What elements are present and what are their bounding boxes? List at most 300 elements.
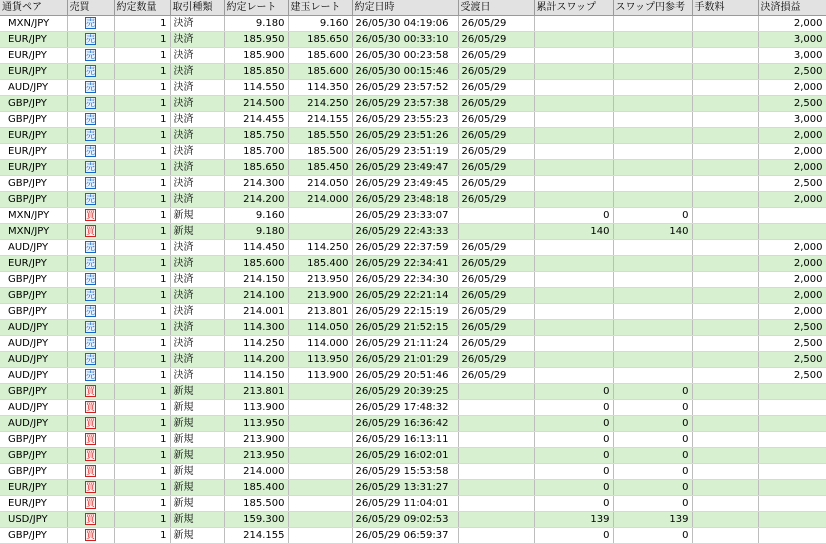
cell-execution-datetime: 26/05/30 00:33:10	[352, 32, 458, 48]
buy-badge: 買	[86, 499, 96, 509]
cell-execution-rate: 185.650	[224, 160, 288, 176]
cell-execution-datetime: 26/05/29 16:13:11	[352, 432, 458, 448]
cell-execution-rate: 214.150	[224, 272, 288, 288]
table-row[interactable]	[0, 272, 826, 288]
cell-quantity: 1	[114, 496, 170, 512]
table-row[interactable]	[0, 432, 826, 448]
cell-swap-yen	[613, 112, 692, 128]
table-row[interactable]	[0, 144, 826, 160]
cell-quantity: 1	[114, 272, 170, 288]
cell-execution-datetime: 26/05/29 22:43:33	[352, 224, 458, 240]
cell-execution-rate: 214.155	[224, 528, 288, 544]
column-header-settlement-date[interactable]: 受渡日	[458, 0, 534, 16]
cell-execution-rate: 213.900	[224, 432, 288, 448]
cell-trade-type: 新規	[170, 208, 224, 224]
cell-execution-rate: 185.850	[224, 64, 288, 80]
cell-pair: GBP/JPY	[0, 304, 67, 320]
table-row[interactable]	[0, 512, 826, 528]
cell-settlement-date	[458, 528, 534, 544]
table-row[interactable]	[0, 208, 826, 224]
cell-fee	[692, 112, 758, 128]
cell-cumulative-swap: 0	[534, 208, 613, 224]
table-row[interactable]	[0, 384, 826, 400]
cell-quantity: 1	[114, 368, 170, 384]
cell-quantity: 1	[114, 464, 170, 480]
cell-cumulative-swap	[534, 48, 613, 64]
table-body	[0, 16, 826, 544]
cell-side	[67, 64, 114, 80]
cell-execution-rate: 214.455	[224, 112, 288, 128]
cell-position-rate: 185.450	[288, 160, 352, 176]
sell-badge: 売	[86, 291, 96, 301]
cell-settlement-date	[458, 480, 534, 496]
column-header-side[interactable]: 売買	[67, 0, 114, 16]
cell-swap-yen: 0	[613, 464, 692, 480]
cell-pair: AUD/JPY	[0, 80, 67, 96]
cell-pnl: 2,000	[758, 288, 826, 304]
cell-quantity: 1	[114, 400, 170, 416]
cell-side	[67, 112, 114, 128]
cell-fee	[692, 512, 758, 528]
cell-trade-type: 新規	[170, 528, 224, 544]
cell-swap-yen	[613, 144, 692, 160]
cell-swap-yen	[613, 80, 692, 96]
buy-badge: 買	[86, 451, 96, 461]
cell-settlement-date	[458, 432, 534, 448]
cell-position-rate: 113.900	[288, 368, 352, 384]
cell-quantity: 1	[114, 384, 170, 400]
cell-pnl: 2,500	[758, 368, 826, 384]
cell-quantity: 1	[114, 192, 170, 208]
cell-fee	[692, 32, 758, 48]
table-row[interactable]	[0, 448, 826, 464]
cell-pair: GBP/JPY	[0, 96, 67, 112]
cell-settlement-date	[458, 512, 534, 528]
cell-side	[67, 368, 114, 384]
cell-fee	[692, 480, 758, 496]
cell-position-rate: 113.950	[288, 352, 352, 368]
cell-trade-type: 決済	[170, 352, 224, 368]
cell-trade-type: 決済	[170, 16, 224, 32]
cell-cumulative-swap: 0	[534, 496, 613, 512]
cell-settlement-date	[458, 384, 534, 400]
table-row[interactable]	[0, 304, 826, 320]
sell-badge: 売	[86, 83, 96, 93]
table-row[interactable]	[0, 64, 826, 80]
cell-pnl: 2,000	[758, 16, 826, 32]
cell-side	[67, 160, 114, 176]
cell-pnl: 2,000	[758, 192, 826, 208]
cell-fee	[692, 64, 758, 80]
cell-position-rate: 9.160	[288, 16, 352, 32]
cell-execution-datetime: 26/05/29 23:49:45	[352, 176, 458, 192]
cell-execution-rate: 185.750	[224, 128, 288, 144]
cell-quantity: 1	[114, 160, 170, 176]
column-header-execution-datetime[interactable]: 約定日時	[352, 0, 458, 16]
sell-badge: 売	[86, 195, 96, 205]
cell-execution-datetime: 26/05/29 17:48:32	[352, 400, 458, 416]
column-header-trade-type[interactable]: 取引種類	[170, 0, 224, 16]
sell-badge: 売	[86, 259, 96, 269]
table-row[interactable]	[0, 240, 826, 256]
cell-pnl	[758, 224, 826, 240]
cell-side	[67, 16, 114, 32]
table-row[interactable]	[0, 176, 826, 192]
table-row[interactable]	[0, 16, 826, 32]
cell-quantity: 1	[114, 336, 170, 352]
cell-pnl: 2,500	[758, 176, 826, 192]
cell-trade-type: 新規	[170, 416, 224, 432]
cell-trade-type: 決済	[170, 160, 224, 176]
cell-position-rate: 185.650	[288, 32, 352, 48]
cell-pair: AUD/JPY	[0, 336, 67, 352]
table-row[interactable]	[0, 416, 826, 432]
table-row[interactable]	[0, 400, 826, 416]
table-row[interactable]	[0, 48, 826, 64]
cell-execution-rate: 214.100	[224, 288, 288, 304]
cell-execution-rate: 185.900	[224, 48, 288, 64]
cell-pair: GBP/JPY	[0, 112, 67, 128]
cell-quantity: 1	[114, 32, 170, 48]
cell-position-rate: 213.801	[288, 304, 352, 320]
cell-pair: EUR/JPY	[0, 48, 67, 64]
table-row[interactable]	[0, 496, 826, 512]
cell-fee	[692, 192, 758, 208]
buy-badge: 買	[86, 531, 96, 541]
cell-pnl: 2,000	[758, 144, 826, 160]
cell-fee	[692, 256, 758, 272]
cell-side	[67, 224, 114, 240]
cell-execution-rate: 159.300	[224, 512, 288, 528]
cell-side	[67, 416, 114, 432]
buy-badge: 買	[86, 403, 96, 413]
cell-cumulative-swap	[534, 368, 613, 384]
cell-cumulative-swap: 0	[534, 480, 613, 496]
cell-pnl	[758, 400, 826, 416]
sell-badge: 売	[86, 131, 96, 141]
cell-fee	[692, 48, 758, 64]
cell-pair: AUD/JPY	[0, 352, 67, 368]
cell-trade-type: 決済	[170, 144, 224, 160]
cell-execution-rate: 114.300	[224, 320, 288, 336]
cell-fee	[692, 464, 758, 480]
cell-cumulative-swap	[534, 144, 613, 160]
cell-cumulative-swap	[534, 32, 613, 48]
table-row[interactable]	[0, 160, 826, 176]
cell-pair: AUD/JPY	[0, 240, 67, 256]
cell-fee	[692, 208, 758, 224]
cell-quantity: 1	[114, 416, 170, 432]
column-header-position-rate[interactable]: 建玉レート	[288, 0, 352, 16]
cell-pnl	[758, 448, 826, 464]
cell-pair: GBP/JPY	[0, 432, 67, 448]
cell-cumulative-swap	[534, 80, 613, 96]
cell-side	[67, 208, 114, 224]
cell-position-rate: 185.600	[288, 48, 352, 64]
column-header-swap-yen-reference[interactable]: スワップ円参考	[613, 0, 692, 16]
cell-pnl	[758, 480, 826, 496]
cell-fee	[692, 368, 758, 384]
cell-settlement-date: 26/05/29	[458, 16, 534, 32]
cell-trade-type: 決済	[170, 288, 224, 304]
cell-pnl: 2,000	[758, 80, 826, 96]
cell-position-rate: 214.155	[288, 112, 352, 128]
column-header-execution-rate[interactable]: 約定レート	[224, 0, 288, 16]
cell-settlement-date: 26/05/29	[458, 256, 534, 272]
cell-execution-datetime: 26/05/29 21:11:24	[352, 336, 458, 352]
buy-badge: 買	[86, 467, 96, 477]
cell-position-rate	[288, 384, 352, 400]
cell-execution-rate: 113.900	[224, 400, 288, 416]
cell-execution-datetime: 26/05/29 23:55:23	[352, 112, 458, 128]
table-row[interactable]	[0, 368, 826, 384]
cell-swap-yen	[613, 368, 692, 384]
cell-pnl: 2,000	[758, 128, 826, 144]
cell-trade-type: 決済	[170, 80, 224, 96]
cell-pair: EUR/JPY	[0, 256, 67, 272]
cell-cumulative-swap	[534, 336, 613, 352]
cell-pnl: 2,500	[758, 336, 826, 352]
cell-execution-datetime: 26/05/29 22:21:14	[352, 288, 458, 304]
column-header-cumulative-swap[interactable]: 累計スワップ	[534, 0, 613, 16]
cell-swap-yen: 0	[613, 208, 692, 224]
cell-fee	[692, 336, 758, 352]
cell-pair: AUD/JPY	[0, 400, 67, 416]
cell-quantity: 1	[114, 304, 170, 320]
cell-position-rate	[288, 224, 352, 240]
cell-cumulative-swap	[534, 288, 613, 304]
cell-trade-type: 新規	[170, 464, 224, 480]
cell-cumulative-swap: 0	[534, 432, 613, 448]
cell-side	[67, 144, 114, 160]
cell-quantity: 1	[114, 256, 170, 272]
cell-side	[67, 256, 114, 272]
cell-settlement-date: 26/05/29	[458, 32, 534, 48]
cell-settlement-date: 26/05/29	[458, 288, 534, 304]
cell-trade-type: 新規	[170, 224, 224, 240]
cell-execution-datetime: 26/05/29 22:15:19	[352, 304, 458, 320]
cell-fee	[692, 160, 758, 176]
cell-settlement-date: 26/05/29	[458, 192, 534, 208]
cell-swap-yen	[613, 240, 692, 256]
column-header-fee[interactable]: 手数料	[692, 0, 758, 16]
cell-side	[67, 432, 114, 448]
table-row[interactable]	[0, 32, 826, 48]
table-row[interactable]	[0, 288, 826, 304]
cell-side	[67, 400, 114, 416]
table-row[interactable]	[0, 528, 826, 544]
column-header-settlement-pnl[interactable]: 決済損益	[758, 0, 826, 16]
cell-execution-rate: 114.550	[224, 80, 288, 96]
cell-quantity: 1	[114, 128, 170, 144]
cell-execution-datetime: 26/05/29 23:49:47	[352, 160, 458, 176]
cell-settlement-date: 26/05/29	[458, 112, 534, 128]
cell-swap-yen: 0	[613, 528, 692, 544]
cell-settlement-date: 26/05/29	[458, 304, 534, 320]
sell-badge: 売	[86, 99, 96, 109]
cell-trade-type: 決済	[170, 32, 224, 48]
cell-settlement-date: 26/05/29	[458, 240, 534, 256]
cell-swap-yen	[613, 128, 692, 144]
cell-fee	[692, 96, 758, 112]
cell-fee	[692, 448, 758, 464]
table-row[interactable]	[0, 336, 826, 352]
table-row[interactable]	[0, 352, 826, 368]
cell-pnl: 2,000	[758, 304, 826, 320]
cell-settlement-date: 26/05/29	[458, 272, 534, 288]
table-row[interactable]	[0, 112, 826, 128]
table-row[interactable]	[0, 224, 826, 240]
sell-badge: 売	[86, 115, 96, 125]
cell-pair: MXN/JPY	[0, 16, 67, 32]
cell-fee	[692, 432, 758, 448]
table-row[interactable]	[0, 480, 826, 496]
table-row[interactable]	[0, 96, 826, 112]
cell-cumulative-swap	[534, 304, 613, 320]
cell-fee	[692, 320, 758, 336]
cell-cumulative-swap: 0	[534, 528, 613, 544]
cell-side	[67, 48, 114, 64]
cell-cumulative-swap	[534, 272, 613, 288]
sell-badge: 売	[86, 19, 96, 29]
cell-swap-yen: 0	[613, 384, 692, 400]
cell-settlement-date: 26/05/29	[458, 144, 534, 160]
cell-fee	[692, 400, 758, 416]
cell-fee	[692, 304, 758, 320]
cell-fee	[692, 352, 758, 368]
cell-cumulative-swap: 0	[534, 384, 613, 400]
cell-execution-rate: 9.160	[224, 208, 288, 224]
column-header-currency-pair[interactable]: 通貨ペア	[0, 0, 67, 16]
cell-pair: GBP/JPY	[0, 272, 67, 288]
cell-quantity: 1	[114, 112, 170, 128]
cell-side	[67, 464, 114, 480]
cell-execution-rate: 114.200	[224, 352, 288, 368]
cell-execution-rate: 214.200	[224, 192, 288, 208]
cell-position-rate	[288, 528, 352, 544]
cell-pnl: 2,500	[758, 352, 826, 368]
cell-pnl	[758, 464, 826, 480]
cell-pair: GBP/JPY	[0, 192, 67, 208]
cell-quantity: 1	[114, 240, 170, 256]
cell-pnl: 2,500	[758, 96, 826, 112]
cell-position-rate: 114.250	[288, 240, 352, 256]
cell-swap-yen: 0	[613, 480, 692, 496]
cell-pnl: 2,500	[758, 320, 826, 336]
cell-execution-datetime: 26/05/29 23:57:52	[352, 80, 458, 96]
cell-quantity: 1	[114, 528, 170, 544]
cell-pnl: 2,000	[758, 256, 826, 272]
sell-badge: 売	[86, 243, 96, 253]
cell-quantity: 1	[114, 224, 170, 240]
cell-execution-rate: 213.801	[224, 384, 288, 400]
cell-settlement-date: 26/05/29	[458, 80, 534, 96]
cell-execution-datetime: 26/05/29 23:48:18	[352, 192, 458, 208]
cell-pnl: 2,500	[758, 64, 826, 80]
cell-execution-datetime: 26/05/29 11:04:01	[352, 496, 458, 512]
cell-position-rate: 213.900	[288, 288, 352, 304]
cell-execution-rate: 214.500	[224, 96, 288, 112]
cell-swap-yen: 0	[613, 432, 692, 448]
cell-side	[67, 176, 114, 192]
cell-trade-type: 決済	[170, 320, 224, 336]
cell-position-rate	[288, 208, 352, 224]
cell-side	[67, 288, 114, 304]
sell-badge: 売	[86, 163, 96, 173]
cell-quantity: 1	[114, 512, 170, 528]
cell-pnl	[758, 416, 826, 432]
table-row[interactable]	[0, 320, 826, 336]
table-row[interactable]	[0, 192, 826, 208]
cell-trade-type: 決済	[170, 176, 224, 192]
sell-badge: 売	[86, 275, 96, 285]
column-header-quantity[interactable]: 約定数量	[114, 0, 170, 16]
cell-fee	[692, 416, 758, 432]
cell-settlement-date	[458, 400, 534, 416]
table-row[interactable]	[0, 256, 826, 272]
cell-settlement-date: 26/05/29	[458, 176, 534, 192]
cell-settlement-date	[458, 224, 534, 240]
cell-execution-datetime: 26/05/29 23:51:26	[352, 128, 458, 144]
cell-pair: GBP/JPY	[0, 288, 67, 304]
table-row[interactable]	[0, 128, 826, 144]
cell-cumulative-swap	[534, 256, 613, 272]
cell-execution-datetime: 26/05/29 06:59:37	[352, 528, 458, 544]
cell-pair: MXN/JPY	[0, 224, 67, 240]
cell-trade-type: 新規	[170, 496, 224, 512]
cell-side	[67, 480, 114, 496]
cell-fee	[692, 272, 758, 288]
cell-pair: EUR/JPY	[0, 144, 67, 160]
cell-trade-type: 決済	[170, 272, 224, 288]
cell-settlement-date: 26/05/29	[458, 368, 534, 384]
cell-swap-yen	[613, 96, 692, 112]
sell-badge: 売	[86, 51, 96, 61]
cell-pnl	[758, 208, 826, 224]
buy-badge: 買	[86, 387, 96, 397]
cell-trade-type: 決済	[170, 48, 224, 64]
sell-badge: 売	[86, 339, 96, 349]
cell-execution-rate: 9.180	[224, 224, 288, 240]
cell-quantity: 1	[114, 80, 170, 96]
cell-side	[67, 272, 114, 288]
cell-pair: EUR/JPY	[0, 160, 67, 176]
cell-cumulative-swap	[534, 240, 613, 256]
table-header	[0, 0, 826, 16]
sell-badge: 売	[86, 355, 96, 365]
cell-swap-yen	[613, 48, 692, 64]
cell-position-rate: 185.400	[288, 256, 352, 272]
cell-pair: GBP/JPY	[0, 464, 67, 480]
cell-execution-rate: 214.000	[224, 464, 288, 480]
cell-trade-type: 決済	[170, 192, 224, 208]
cell-position-rate	[288, 496, 352, 512]
cell-settlement-date: 26/05/29	[458, 336, 534, 352]
cell-pnl	[758, 528, 826, 544]
cell-pair: GBP/JPY	[0, 384, 67, 400]
cell-side	[67, 192, 114, 208]
table-row[interactable]	[0, 80, 826, 96]
cell-trade-type: 決済	[170, 128, 224, 144]
cell-pair: EUR/JPY	[0, 32, 67, 48]
cell-trade-type: 新規	[170, 400, 224, 416]
cell-pnl: 3,000	[758, 112, 826, 128]
cell-swap-yen	[613, 288, 692, 304]
cell-cumulative-swap: 0	[534, 416, 613, 432]
cell-swap-yen: 0	[613, 448, 692, 464]
table-row[interactable]	[0, 464, 826, 480]
cell-execution-datetime: 26/05/29 13:31:27	[352, 480, 458, 496]
